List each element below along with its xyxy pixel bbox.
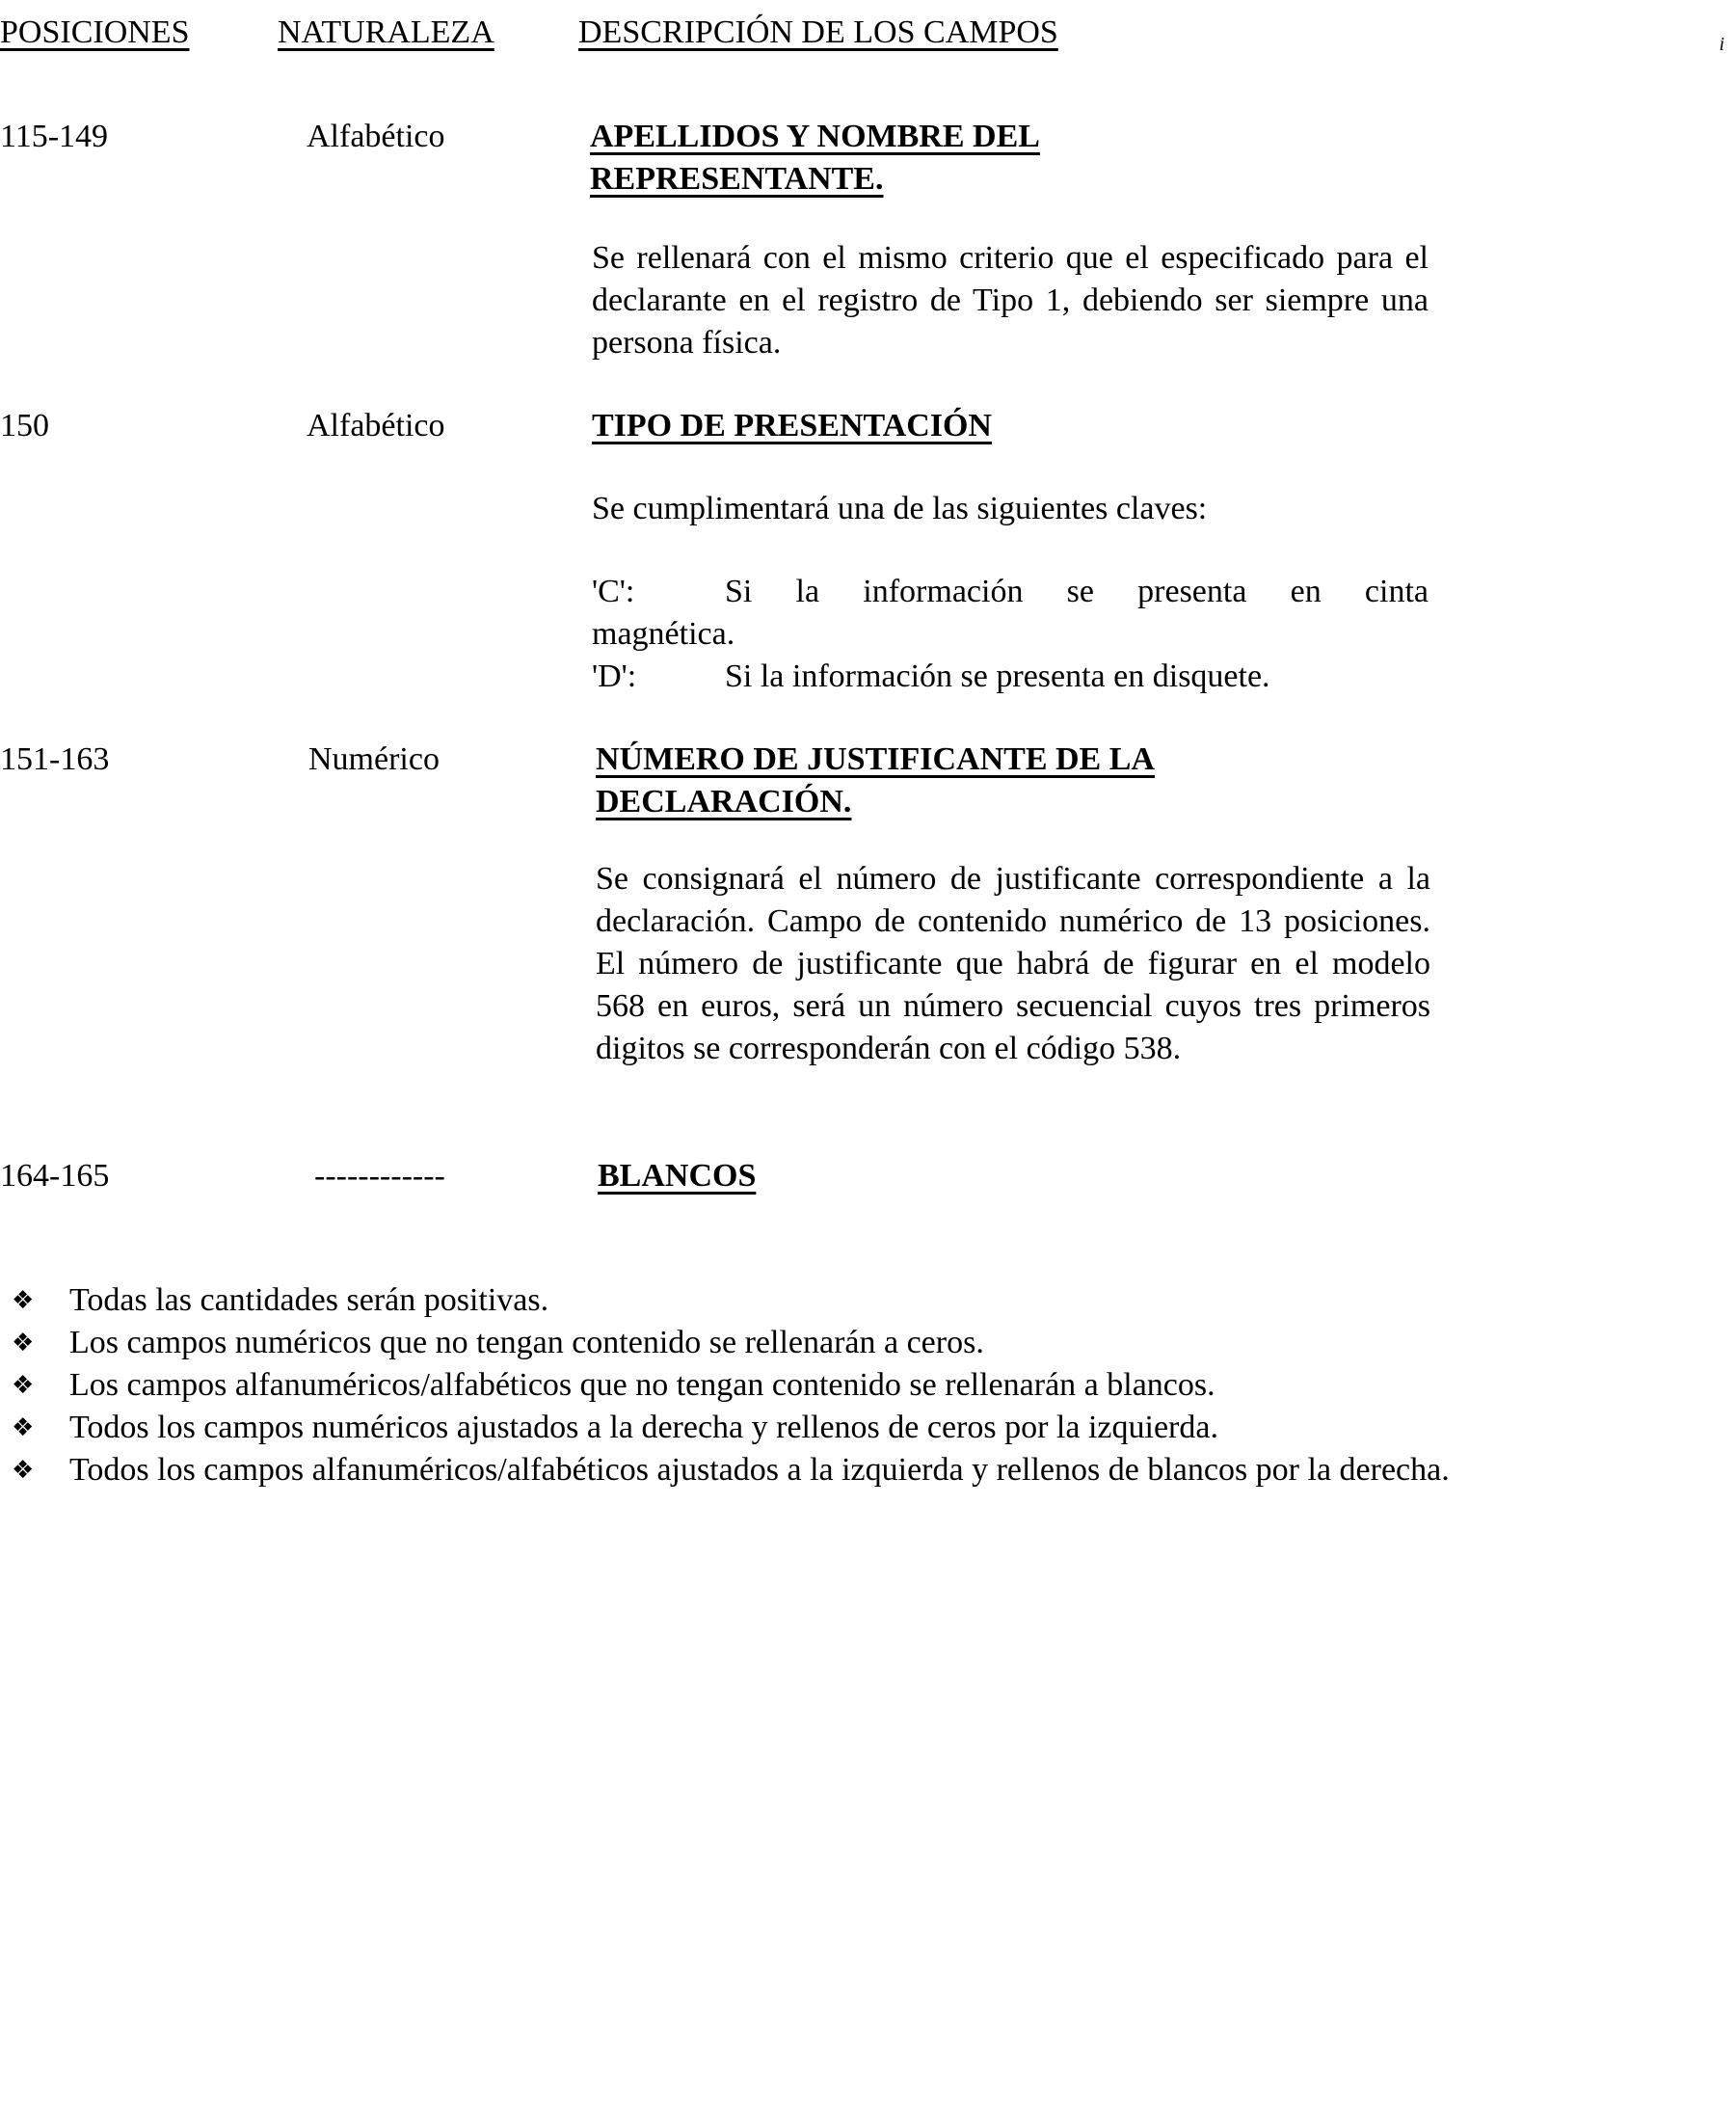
field-naturaleza: Alfabético bbox=[307, 119, 445, 154]
note-item bbox=[0, 1364, 1504, 1407]
note-item bbox=[0, 1449, 1504, 1491]
field-posiciones: 115-149 bbox=[0, 119, 109, 154]
field-title: BLANCOS bbox=[598, 1158, 757, 1194]
clave-continuation: magnética. bbox=[592, 616, 735, 652]
diamond-dots-bullet-icon: ❖ bbox=[12, 1413, 35, 1442]
note-text: Los campos alfanuméricos/alfabéticos que no tengan contenido se rellenarán a blancos. bbox=[69, 1367, 1215, 1403]
note-item bbox=[0, 1407, 1504, 1449]
field-title: APELLIDOS Y NOMBRE DEL REPRESENTANTE. bbox=[590, 119, 1040, 197]
field-naturaleza: Alfabético bbox=[307, 408, 445, 443]
clave-text bbox=[725, 571, 1429, 613]
note-text: Los campos numéricos que no tengan contenido se rellenarán a ceros. bbox=[69, 1325, 984, 1360]
diamond-dots-bullet-icon: ❖ bbox=[12, 1456, 35, 1485]
clave-key: 'D': bbox=[592, 658, 637, 694]
clave-item bbox=[592, 656, 1429, 698]
diamond-dots-bullet-icon: ❖ bbox=[12, 1329, 35, 1357]
claves-list bbox=[592, 571, 1429, 613]
notes-list bbox=[0, 1279, 1504, 1491]
clave-text: Si la información se presenta en disquete. bbox=[725, 658, 1270, 694]
field-naturaleza: ------------ bbox=[314, 1158, 445, 1194]
field-description: Se cumplimentará una de las siguientes claves: bbox=[592, 491, 1208, 526]
field-posiciones: 164-165 bbox=[0, 1158, 110, 1194]
diamond-dots-bullet-icon: ❖ bbox=[12, 1286, 35, 1315]
field-posiciones: 150 bbox=[0, 408, 49, 443]
header-descripcion: DESCRIPCIÓN DE LOS CAMPOS bbox=[578, 14, 1058, 50]
clave-item bbox=[592, 571, 1429, 613]
diamond-dots-bullet-icon: ❖ bbox=[12, 1371, 35, 1400]
field-title: NÚMERO DE JUSTIFICANTE DE LA DECLARACIÓN. bbox=[596, 741, 1155, 820]
field-description: Se consignará el número de justificante correspondiente a la declaración. Campo de contenido numérico de 13 posiciones. El número de justificante que habrá de figurar en el modelo 568 en euros, será un número secuencial cuyos tres primeros digitos se corresponderán con el código 538. bbox=[596, 861, 1430, 1066]
field-naturaleza: Numérico bbox=[308, 741, 440, 777]
note-item bbox=[0, 1322, 1504, 1364]
note-text: Todos los campos alfanuméricos/alfabéticos ajustados a la izquierda y rellenos de blancos por la derecha. bbox=[69, 1452, 1450, 1488]
field-posiciones: 151-163 bbox=[0, 741, 110, 777]
field-description: Se rellenará con el mismo criterio que el especificado para el declarante en el registro de Tipo 1, debiendo ser siempre una persona física. bbox=[592, 240, 1429, 361]
header-naturaleza: NATURALEZA bbox=[278, 14, 494, 50]
note-item bbox=[0, 1279, 1504, 1322]
corner-mark: i bbox=[1719, 34, 1724, 55]
note-text: Todas las cantidades serán positivas. bbox=[69, 1282, 549, 1318]
clave-text-line1: Si la información se presenta en cinta bbox=[725, 574, 1429, 609]
note-text: Todos los campos numéricos ajustados a la derecha y rellenos de ceros por la izquierda. bbox=[69, 1410, 1218, 1445]
field-title: TIPO DE PRESENTACIÓN bbox=[592, 408, 992, 443]
header-posiciones: POSICIONES bbox=[0, 14, 190, 50]
claves-list-2 bbox=[592, 656, 1429, 698]
clave-key: 'C': bbox=[592, 574, 635, 609]
